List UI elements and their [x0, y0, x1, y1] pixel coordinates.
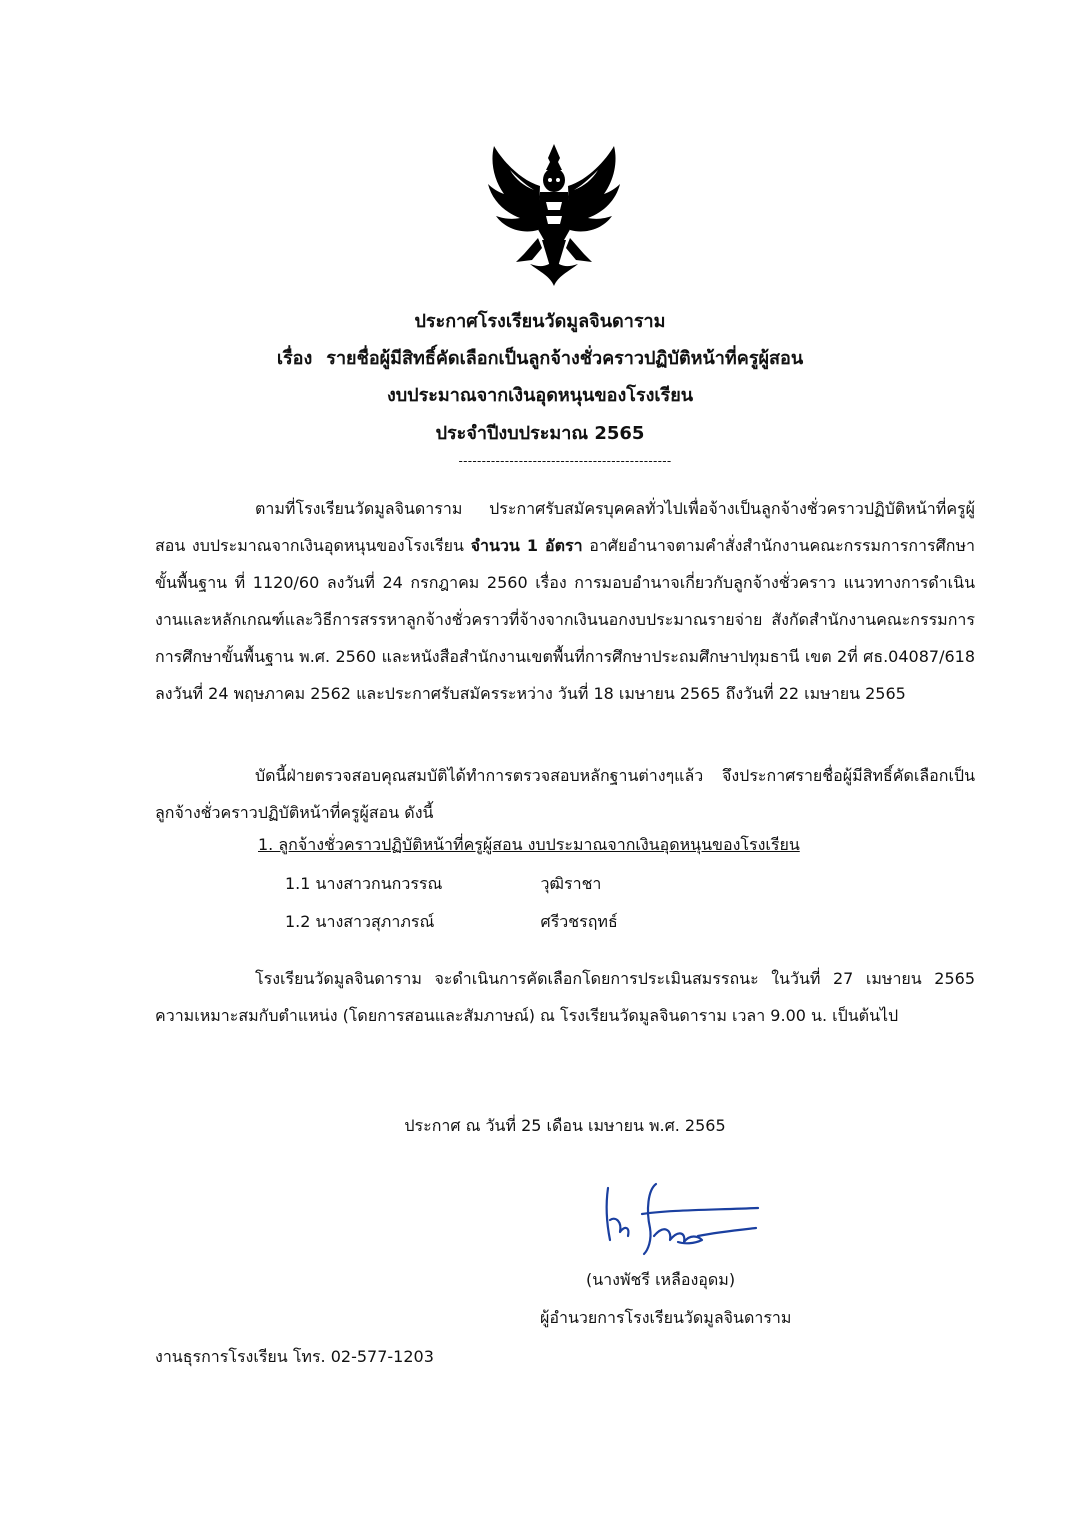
paragraph-background [155, 490, 975, 712]
contact-footer: งานธุรการโรงเรียน โทร. 02-577-1203 [155, 1347, 434, 1366]
candidate-surname: วุฒิราชา [540, 874, 602, 893]
subject-text: รายชื่อผู้มีสิทธิ์คัดเลือกเป็นลูกจ้างชั่วคราวปฏิบัติหน้าที่ครูผู้สอน [326, 348, 804, 369]
divider: ---------------------------------------------- [458, 454, 672, 468]
signer-title: ผู้อำนวยการโรงเรียนวัดมูลจินดาราม [540, 1308, 792, 1327]
announcement-heading: ประกาศโรงเรียนวัดมูลจินดาราม [414, 311, 666, 332]
budget-line: งบประมาณจากเงินอุดหนุนของโรงเรียน [386, 385, 694, 406]
handwritten-signature-icon [598, 1180, 768, 1260]
paragraph-background-text-b: อาศัยอำนาจตามคำสั่งสำนักงานคณะกรรมการการศึกษาขั้นพื้นฐาน ที่ 1120/60 ลงวันที่ 24 กรกฎาคม 2560 เรื่อง การมอบอำนาจเกี่ยวกับลูกจ้างชั่วคราว แนวทางการดำเนินงานและหลักเกณฑ์และวิธีการสรรหาลูกจ้างชั่วคราวที่จ้างจากเงินนอกงบประมาณรายจ่าย สังกัดสำนักงานคณะกรรมการการศึกษาขั้นพื้นฐาน พ.ศ. 2560 และหนังสือสำนักงานเขตพื้นที่การศึกษาประถมศึกษาปทุมธานี เขต 2ที่ ศธ.04087/618 ลงวันที่ 24 พฤษภาคม 2562 และประกาศรับสมัครระหว่าง วันที่ 18 เมษายน 2565 ถึงวันที่ 22 เมษายน 2565 [155, 536, 975, 703]
candidate-item [285, 910, 618, 935]
candidate-item [285, 872, 601, 897]
announcement-subject [0, 343, 1080, 372]
subject-label: เรื่อง [276, 348, 313, 369]
candidate-number: 1.2 [285, 912, 311, 931]
candidate-name: นางสาวกนกวรรณ [315, 874, 443, 893]
paragraph-assessment: โรงเรียนวัดมูลจินดาราม จะดำเนินการคัดเลือกโดยการประเมินสมรรถนะ ในวันที่ 27 เมษายน 2565 ความเหมาะสมกับตำแหน่ง (โดยการสอนและสัมภาษณ์) ณ โรงเรียนวัดมูลจินดาราม เวลา 9.00 น. เป็นต้นไป [155, 969, 975, 1025]
candidate-number: 1.1 [285, 874, 311, 893]
fiscal-year-line: ประจำปีงบประมาณ 2565 [435, 423, 645, 444]
position-count: จำนวน 1 อัตรา [470, 536, 583, 555]
signer-name: (นางพัชรี เหลืองอุดม) [586, 1270, 736, 1289]
paragraph-result: บัดนี้ฝ่ายตรวจสอบคุณสมบัติได้ทำการตรวจสอบหลักฐานต่างๆแล้ว จึงประกาศรายชื่อผู้มีสิทธิ์คัดเลือกเป็นลูกจ้างชั่วคราวปฏิบัติหน้าที่ครูผู้สอน ดังนี้ [155, 766, 975, 822]
announcement-date: ประกาศ ณ วันที่ 25 เดือน เมษายน พ.ศ. 2565 [404, 1116, 726, 1135]
section-heading: 1. ลูกจ้างชั่วคราวปฏิบัติหน้าที่ครูผู้สอน งบประมาณจากเงินอุดหนุนของโรงเรียน [258, 835, 800, 854]
paragraph-background-text-a: ตามที่โรงเรียนวัดมูลจินดาราม ประกาศรับสมัครบุคคลทั่วไปเพื่อจ้างเป็นลูกจ้างชั่วคราวปฏิบัติหน้าที่ครูผู้สอน งบประมาณจากเงินอุดหนุนของโรงเรียน [155, 499, 975, 555]
candidate-name: นางสาวสุภาภรณ์ [315, 912, 435, 931]
garuda-emblem-icon [480, 140, 628, 288]
candidate-surname: ศรีวชรฤทธ์ [540, 912, 618, 931]
